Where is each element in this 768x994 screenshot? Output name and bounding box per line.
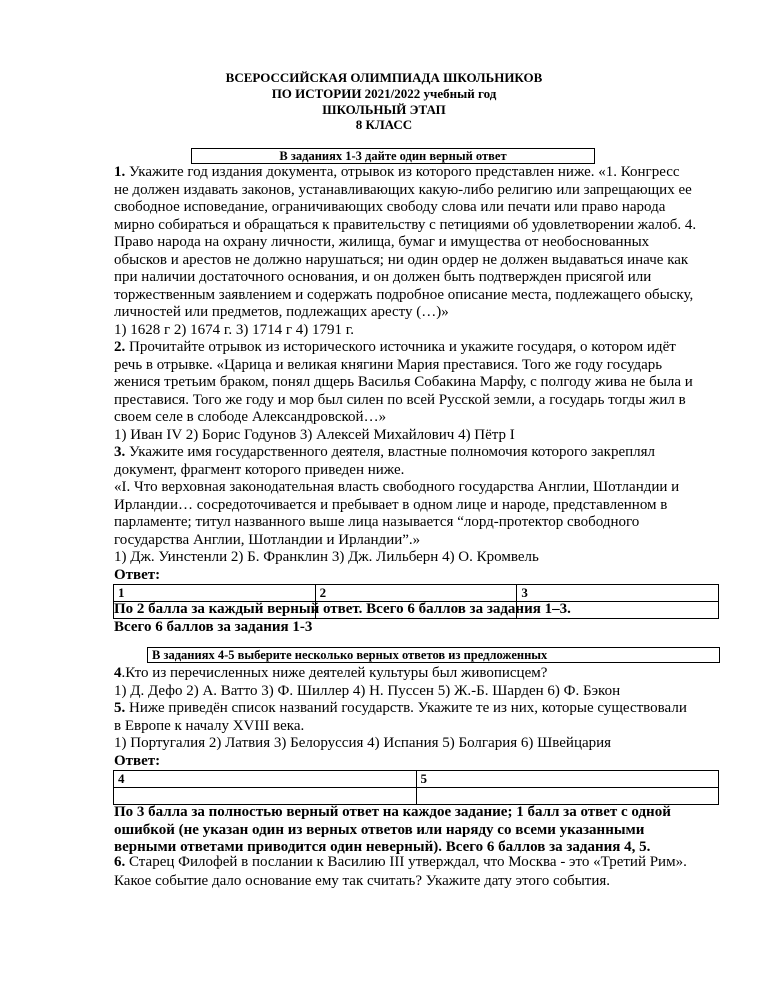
subject-year: ПО ИСТОРИИ 2021/2022 учебный год [271,86,497,101]
q1-line: свободное исповедание, ограничивающих свободу слова или печати или право народа [114,199,666,215]
q1-number: 1. [114,164,126,180]
olympiad-title: ВСЕРОССИЙСКАЯ ОЛИМПИАДА ШКОЛЬНИКОВ [225,70,543,85]
answer-label: Ответ: [114,752,161,769]
q2-line: преставися. Того же году и мор был силен по всей Русской земли, а государь тогды жил в [114,391,686,408]
answer-cell-5[interactable] [416,788,719,805]
q3-line: Укажите имя государственного деятеля, властные полномочия которого закреплял [125,444,656,460]
q2-line: Прочитайте отрывок из исторического источника и укажите государя, о котором идёт [125,339,676,355]
q6-number: 6. [114,854,126,870]
question-6 [114,853,718,891]
q1-line: при наличии достаточного основания, и он должен быть подтвержден присягой или [114,269,652,285]
answer-cell-4[interactable] [114,788,417,805]
stage-title: ШКОЛЬНЫЙ ЭТАП [322,102,446,117]
section1-instruction: В заданиях 1-3 дайте один верный ответ [191,148,595,164]
score-section-2 [114,804,718,857]
score-line: ошибкой (не указан один из верных ответов или наряду со всеми указанными [114,821,645,838]
q5-line: в Европе к началу XVIII века. [114,717,305,734]
q1-line: мирно собираться и обращаться к правительству с петициями об удовлетворении жалоб. 4. [114,216,697,233]
q1-options: 1) 1628 г 2) 1674 г. 3) 1714 г 4) 1791 г. [114,321,354,338]
answer-label: Ответ: [114,566,161,583]
section2-instruction: В заданиях 4-5 выберите несколько верных ответов из предложенных [147,647,720,663]
q1-line: личностей или предметов, подлежащих аресту (…)» [114,304,449,320]
q3-options: 1) Дж. Уинстенли 2) Б. Франклин 3) Дж. Лильберн 4) О. Кромвель [114,549,539,565]
score-section-1 [114,601,718,636]
score-line: По 2 балла за каждый верный ответ. Всего 6 баллов за задания 1–3. [114,601,571,617]
q1-line: Право народа на охрану личности, жилища, бумаг и имущества от необоснованных [114,234,650,250]
q2-number: 2. [114,339,126,355]
answer-col-header: 4 [114,771,417,788]
score-line: верными ответами приводится один неверный). Всего 6 баллов за задания 4, 5. [114,839,651,855]
q6-line: Старец Филофей в послании к Василию III утверждал, что Москва - это «Третий Рим». [125,854,687,870]
q2-options: 1) Иван IV 2) Борис Годунов 3) Алексей Михайлович 4) Пётр I [114,426,515,443]
q3-number: 3. [114,444,126,460]
q3-line: документ, фрагмент которого приведен ниже. [114,461,405,478]
question-1 [114,164,718,339]
q3-line: государства Англии, Шотландии и Ирландии”.» [114,531,421,548]
question-2 [114,339,718,444]
q5-line: Ниже приведён список названий государств. Укажите те из них, которые существовали [125,700,687,716]
q3-line: Ирландии… сосредоточивается и пребывает в одном лице и народе, представленном в [114,496,668,513]
q3-line: «I. Что верховная законодательная власть свободного государства Англии, Шотландии и [114,479,680,495]
answer-col-header: 1 [114,585,316,602]
q1-line: не должен издавать законов, устанавливающих какую-либо религию или запрещающих ее [114,181,692,198]
answer-col-header: 2 [315,585,517,602]
grade-title: 8 КЛАСС [355,117,413,132]
answer-table-4-5 [113,770,719,805]
question-4-5 [114,665,718,770]
q4-number: 4 [114,665,122,681]
q3-line: парламенте; титул названного выше лица называется “лорд-протектор свободного [114,514,640,530]
q2-line: речь в отрывке. «Царица и великая княгини Мария преставися. Того же году государь [114,356,663,373]
q6-line: Какое событие дало основание ему так считать? Укажите дату этого события. [114,873,611,889]
score-line: По 3 балла за полностью верный ответ на каждое задание; 1 балл за ответ с одной [114,804,671,820]
score-line: Всего 6 баллов за задания 1-3 [114,618,313,635]
q1-line: торжественным заявлением и содержать подробное описание места, подлежащего обыску, [114,286,694,303]
q1-line: Укажите год издания документа, отрывок из которого представлен ниже. «1. Конгресс [125,164,680,180]
q4-text: .Кто из перечисленных ниже деятелей культуры был живописцем? [121,665,548,681]
answer-col-header: 5 [416,771,719,788]
answer-col-header: 3 [517,585,719,602]
q5-number: 5. [114,700,126,716]
q2-line: женися третьим браком, понял дщерь Василья Собакина Марфу, с полгоду жива не была и [114,374,693,390]
q5-options: 1) Португалия 2) Латвия 3) Белоруссия 4) Испания 5) Болгария 6) Швейцария [114,735,612,751]
q2-line: своем селе в слободе Александровской…» [114,409,387,425]
q4-options: 1) Д. Дефо 2) А. Ватто 3) Ф. Шиллер 4) Н. Пуссен 5) Ж.-Б. Шарден 6) Ф. Бэкон [114,682,621,699]
question-3 [114,444,718,584]
q1-line: обысков и арестов не должно нарушаться; ни один ордер не должен выдаваться иначе как [114,251,689,268]
